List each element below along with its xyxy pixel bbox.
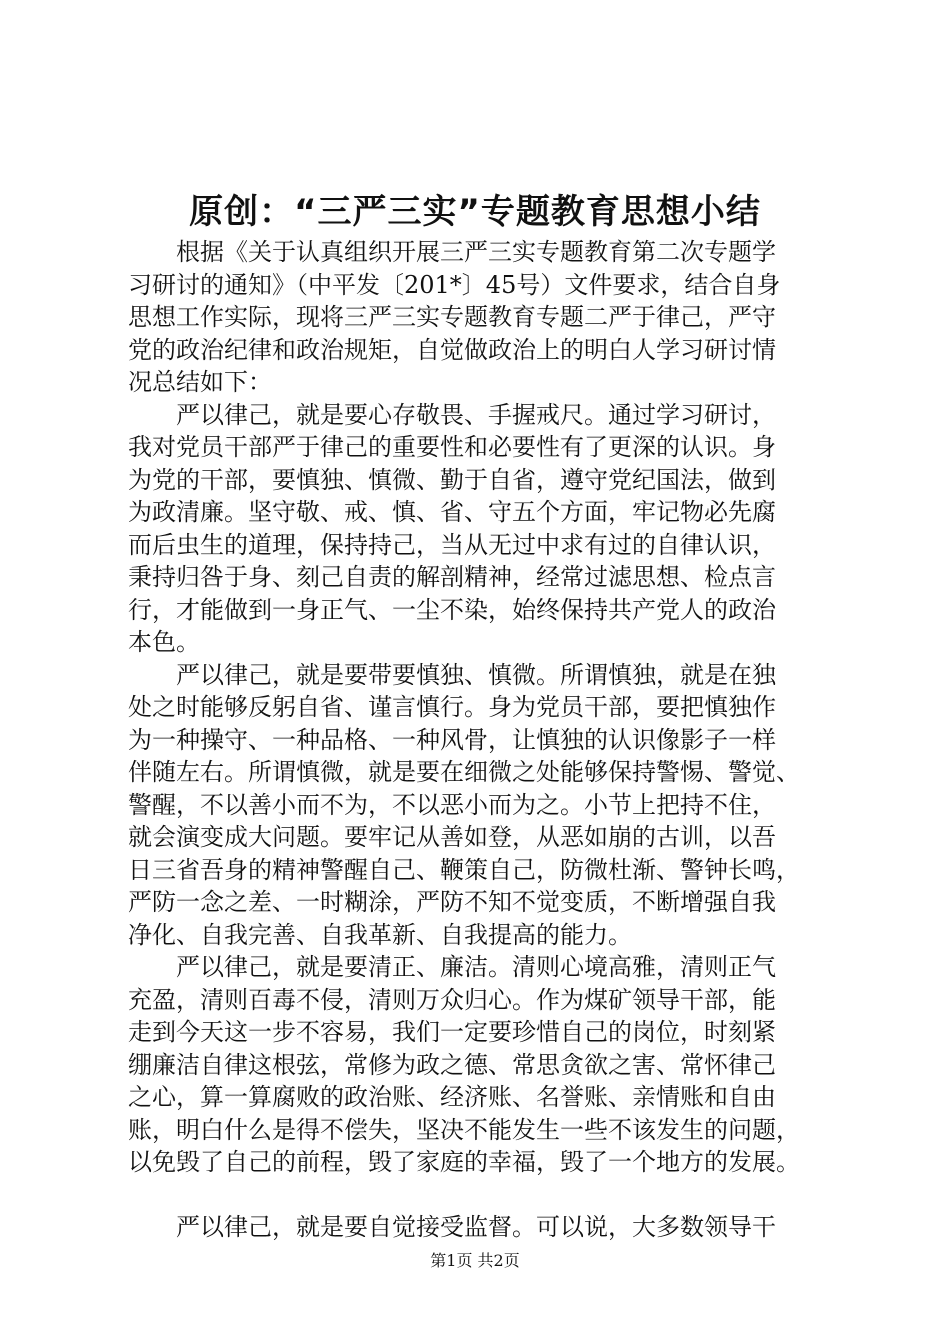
paragraph-3 [128, 659, 828, 952]
page-footer: 第1页 共2页 [430, 1251, 520, 1270]
paragraph-1 [128, 236, 828, 399]
text-line: 习研讨的通知》（中平发〔201*〕45号）文件要求，结合自身 [128, 270, 781, 299]
document-body [128, 236, 828, 1243]
text-line: 为党的干部，要慎独、慎微、勤于自省，遵守党纪国法，做到 [128, 465, 776, 494]
text-line: 思想工作实际，现将三严三实专题教育专题二严于律己，严守 [128, 303, 776, 331]
paragraph-2 [128, 399, 828, 659]
text-line: 警醒，不以善小而不为，不以恶小而为之。小节上把持不住， [128, 790, 776, 819]
text-line: 走到今天这一步不容易，我们一定要珍惜自己的岗位，时刻紧 [128, 1018, 776, 1046]
paragraph-spacer [128, 1179, 828, 1211]
text-line: 严以律己，就是要带要慎独、慎微。所谓慎独，就是在独 [128, 660, 776, 689]
text-line: 就会演变成大问题。要牢记从善如登，从恶如崩的古训，以吾 [128, 823, 776, 851]
text-line: 充盈，清则百毒不侵，清则万众归心。作为煤矿领导干部，能 [128, 985, 776, 1014]
text-line: 严以律己，就是要心存敬畏、手握戒尺。通过学习研讨， [128, 400, 776, 429]
text-line: 党的政治纪律和政治规矩，自觉做政治上的明白人学习研讨情 [128, 335, 776, 364]
text-line: 绷廉洁自律这根弦，常修为政之德、常思贪欲之害、常怀律己 [128, 1050, 776, 1079]
document-title: 原创：“三严三实”专题教育思想小结 [189, 192, 761, 232]
text-line: 伴随左右。所谓慎微，就是要在细微之处能够保持警惕、警觉、 [128, 758, 800, 786]
text-line: 之心，算一算腐败的政治账、经济账、名誉账、亲情账和自由 [128, 1083, 776, 1111]
text-line: 为一种操守、一种品格、一种风骨，让慎独的认识像影子一样 [128, 725, 776, 754]
text-line: 净化、自我完善、自我革新、自我提高的能力。 [128, 920, 632, 949]
text-line: 账，明白什么是得不偿失，坚决不能发生一些不该发生的问题， [128, 1115, 800, 1144]
text-line: 况总结如下： [128, 368, 272, 396]
text-line: 严以律己，就是要清正、廉洁。清则心境高雅，清则正气 [128, 953, 776, 981]
text-line: 日三省吾身的精神警醒自己、鞭策自己，防微杜渐、警钟长鸣， [128, 855, 800, 884]
text-line: 以免毁了自己的前程，毁了家庭的幸福，毁了一个地方的发展。 [128, 1148, 800, 1176]
text-line: 严以律己，就是要自觉接受监督。可以说，大多数领导干 [128, 1212, 776, 1241]
text-line: 我对党员干部严于律己的重要性和必要性有了更深的认识。身 [128, 433, 776, 461]
text-line: 行，才能做到一身正气、一尘不染，始终保持共产党人的政治 [128, 595, 776, 624]
text-line: 根据《关于认真组织开展三严三实专题教育第二次专题学 [128, 238, 776, 266]
text-line: 本色。 [128, 628, 200, 656]
text-line: 秉持归咎于身、刻己自责的解剖精神，经常过滤思想、检点言 [128, 563, 776, 591]
paragraph-5 [128, 1211, 828, 1244]
paragraph-4 [128, 951, 828, 1179]
text-line: 为政清廉。坚守敬、戒、慎、省、守五个方面，牢记物必先腐 [128, 498, 776, 526]
text-line: 处之时能够反躬自省、谨言慎行。身为党员干部，要把慎独作 [128, 693, 776, 721]
text-line: 而后虫生的道理，保持持己，当从无过中求有过的自律认识， [128, 530, 776, 559]
text-line: 严防一念之差、一时糊涂，严防不知不觉变质，不断增强自我 [128, 888, 776, 916]
